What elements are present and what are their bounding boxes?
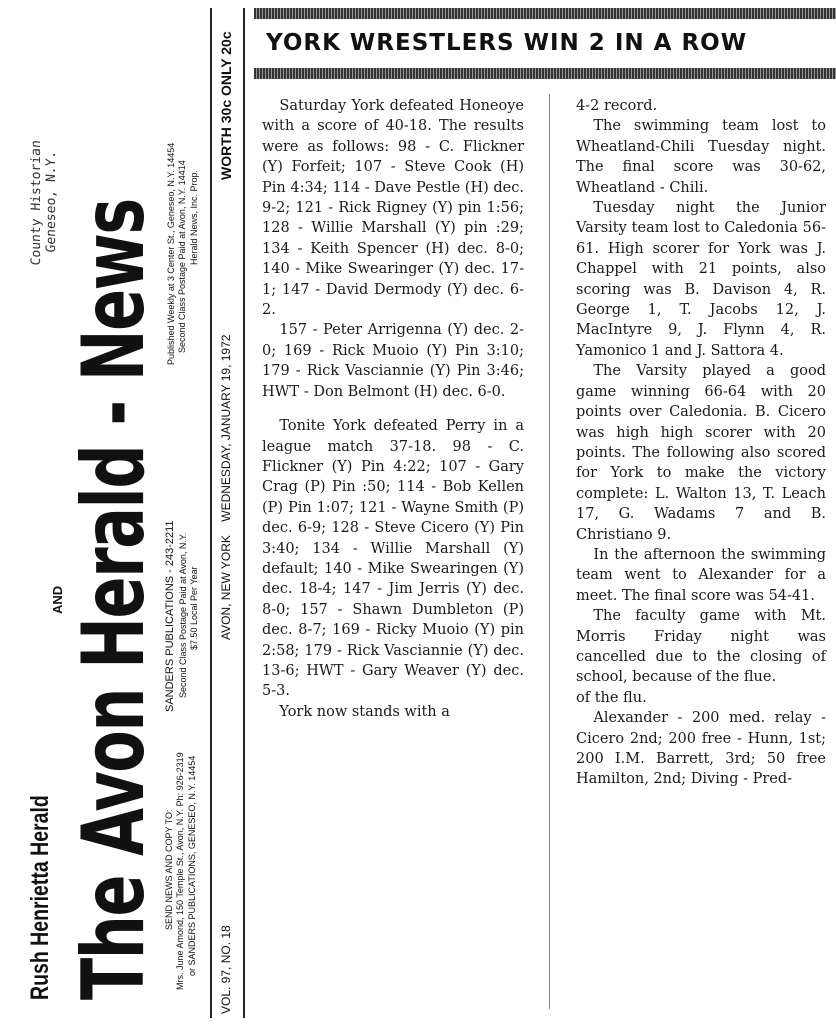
paragraph: Tuesday night the Junior Varsity team lost to Caledonia 56-61. High scorer for York was J. Chappel with 21 points, also scoring was B. Davison 4, R. George 1, T. Jacobs 12, J. MacIntyre 9, J. Flynn 4, R. Yamonico 1 and J. Sattora 4. [576, 200, 826, 359]
paragraph: York now stands with a [279, 703, 450, 720]
dateline: AVON, NEW YORK WEDNESDAY, JANUARY 19, 1972 [219, 334, 233, 640]
paragraph: The Varsity played a good game winning 66-64 with 20 points over Caledonia. B. Cicero was high high scorer with 20 points. The following also scored for York to make the victory complete: L. Walton 13, T. Leach 17, G. Wadams 7 and B. Christiano 9. [576, 363, 826, 543]
paragraph: Saturday York defeated Honeoye with a score of 40-18. The results were as follows: 98 - C. Flickner (Y) Forfeit; 107 - Steve Cook (H) Pin 4:34; 114 - Dave Pestle (H) dec. 9-2; 121 - Rick Rigney (Y) pin 1:56; 128 - Willie Marshall (Y) pin :29; 134 - Keith Spencer (H) dec. 8-0; 140 - Mike Swearinger (Y) dec. 17-1; 147 - David Dermody (Y) dec. 6-2. [262, 98, 524, 319]
article-column-1 [262, 96, 524, 722]
paragraph: Alexander - 200 med. relay - Cicero 2nd; 200 free - Hunn, 1st; 200 I.M. Barrett, 3rd; 50 free Hamilton, 2nd; Diving - Pred- [576, 710, 826, 788]
paragraph: Tonite York defeated Perry in a league match 37-18. 98 - C. Flickner (Y) Pin 4:22; 107 - Gary Crag (P) Pin :50; 114 - Bob Kellen (P) Pin 1:07; 121 - Wayne Smith (P) dec. 6-9; 128 - Steve Cicero (Y) Pin 3:40; 134 - Willie Marshall (Y) default; 140 - Mike Swearingen (Y) dec. 18-4; 147 - Jim Jerris (Y) dec. 8-0; 157 - Shawn Dumbleton (P) dec. 8-7; 169 - Ricky Muoio (Y) pin 2:58; 179 - Rick Vasciannie (Y) dec. 13-6; HWT - Gary Weaver (Y) dec. 5-3. [262, 418, 524, 700]
paragraph: 157 - Peter Arrigenna (Y) dec. 2-0; 169 - Rick Muoio (Y) Pin 3:10; 179 - Rick Vasciannie (Y) Pin 3:46; HWT - Don Belmont (H) dec. 6-0. [262, 322, 524, 400]
paper-title: The Avon Herald - News [64, 199, 164, 1001]
and-label: AND [50, 585, 65, 614]
masthead [0, 0, 250, 1024]
stamp-line-2: Geneseo, N.Y. [43, 150, 59, 254]
send-news-info: SEND NEWS AND COPY TO: Mrs. June Amond, 150 Temple St., Avon, N.Y. Ph: 926-2319 or SANDERS PUBLICATIONS, GENESEO, N.Y. 14454 [164, 752, 197, 990]
headline-rule-bottom [254, 68, 836, 79]
sanders-publications-info: SANDERS PUBLICATIONS - 243-2211 Second Class Postage Paid at Avon, N.Y. $7.50 Local Per Year [164, 520, 199, 712]
article-headline: YORK WRESTLERS WIN 2 IN A ROW [266, 30, 748, 56]
paragraph: of the flu. [576, 689, 647, 706]
rush-henrietta-herald: Rush Henrietta Herald [26, 795, 54, 1000]
masthead-rule-right [243, 8, 245, 1018]
masthead-rule-left [210, 8, 212, 1018]
paragraph: 4-2 record. [576, 98, 658, 114]
publication-info: Published Weekly at 3 Center St., Geneseo, N.Y. 14454 Second Class Postage Paid at Avon, N.Y. 14414 Herald News, Inc. Prop. [166, 142, 199, 365]
volume-number: VOL. 97, NO. 18 [219, 925, 233, 1014]
article-column-2 [576, 96, 826, 790]
column-divider [549, 94, 550, 1009]
paragraph: The swimming team lost to Wheatland-Chili Tuesday night. The final score was 30-62, Wheatland - Chili. [576, 118, 826, 196]
article [254, 0, 836, 1024]
historian-stamp [30, 140, 60, 267]
paragraph: In the afternoon the swimming team went to Alexander for a meet. The final score was 54-41. [576, 546, 826, 604]
stamp-line-1: County Historian [29, 139, 44, 266]
price-label: WORTH 30c ONLY 20c [218, 31, 234, 180]
paragraph: The faculty game with Mt. Morris Friday night was cancelled due to the closing of school, because of the flue. [576, 608, 826, 686]
headline-rule-top [254, 8, 836, 19]
